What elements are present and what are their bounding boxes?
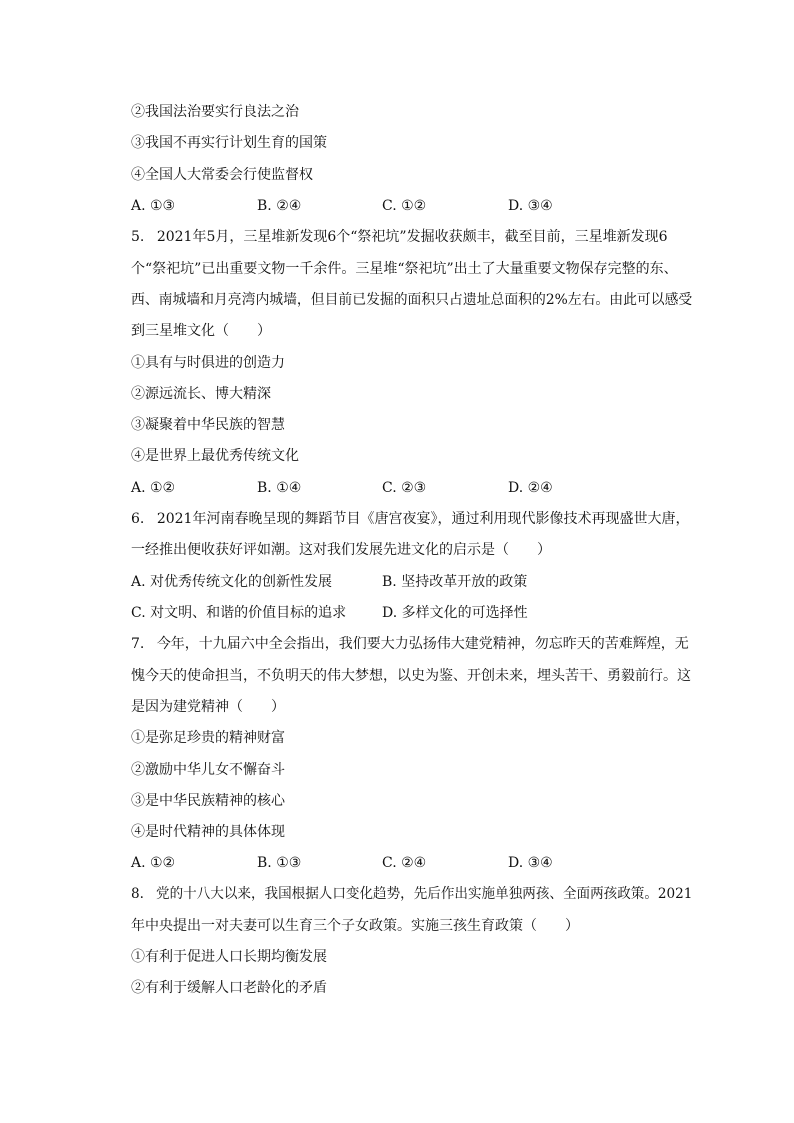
q6-number: 6. [131, 511, 145, 527]
q6-option-d: D. 多样文化的可选择性 [382, 605, 528, 621]
q5-option-b: B. ①④ [257, 480, 302, 496]
q5-option-d: D. ②④ [508, 480, 553, 496]
q5-line-1: 5. 2021年5月，三星堆新发现6个“祭祀坑”发掘收获颇丰，截至目前，三星堆新发现6 [131, 229, 668, 245]
q5-option-a: A. ①② [131, 480, 176, 496]
q7-option-c: C. ②④ [382, 855, 427, 871]
q4-option-a: A. ①③ [131, 198, 176, 214]
q4-option-b: B. ②④ [257, 198, 302, 214]
q7-line-2: 愧今天的使命担当，不负明天的伟大梦想，以史为鉴、开创未来，埋头苦干、勇毅前行。这 [131, 668, 691, 684]
q7-item-2: ②激励中华儿女不懈奋斗 [131, 762, 285, 778]
q7-option-a: A. ①② [131, 855, 176, 871]
q6-option-c: C. 对文明、和谐的价值目标的追求 [131, 605, 347, 621]
q7-option-b: B. ①③ [257, 855, 302, 871]
q8-line-1: 8. 党的十八大以来，我国根据人口变化趋势，先后作出实施单独两孩、全面两孩政策。2021 [131, 886, 693, 902]
q5-number: 5. [131, 229, 145, 245]
q5-option-c: C. ②③ [382, 480, 427, 496]
q7-number: 7. [131, 636, 145, 652]
q8-item-1: ①有利于促进人口长期均衡发展 [131, 949, 327, 965]
q5-line-4: 到三星堆文化（ ） [131, 323, 271, 339]
q7-item-4: ④是时代精神的具体体现 [131, 824, 285, 840]
q5-item-3: ③凝聚着中华民族的智慧 [131, 417, 285, 433]
q7-line-3: 是因为建党精神（ ） [131, 699, 285, 715]
q4-item-3: ③我国不再实行计划生育的国策 [131, 135, 327, 151]
q6-option-b: B. 坚持改革开放的政策 [382, 574, 528, 590]
q4-option-c: C. ①② [382, 198, 427, 214]
q5-line-2: 个“祭祀坑”已出重要文物一千余件。三星堆“祭祀坑”出土了大量重要文物保存完整的东、 [131, 261, 678, 277]
q7-line-1: 7. 今年，十九届六中全会指出，我们要大力弘扬伟大建党精神，勿忘昨天的苦难辉煌，无 [131, 636, 689, 652]
q8-item-2: ②有利于缓解人口老龄化的矛盾 [131, 980, 327, 996]
q6-line-2: 一经推出便收获好评如潮。这对我们发展先进文化的启示是（ ） [131, 542, 551, 558]
q7-item-1: ①是弥足珍贵的精神财富 [131, 730, 285, 746]
q6-line-1: 6. 2021年河南春晚呈现的舞蹈节目《唐宫夜宴》，通过利用现代影像技术再现盛世大唐， [131, 511, 690, 527]
q5-line-3: 西、南城墙和月亮湾内城墙，但目前已发掘的面积只占遗址总面积的2%左右。由此可以感受 [131, 292, 693, 308]
q4-item-2: ②我国法治要实行良法之治 [131, 104, 299, 120]
q4-option-d: D. ③④ [508, 198, 553, 214]
q8-line-2: 年中央提出一对夫妻可以生育三个子女政策。实施三孩生育政策（ ） [131, 918, 579, 934]
q7-item-3: ③是中华民族精神的核心 [131, 793, 285, 809]
q5-item-2: ②源远流长、博大精深 [131, 386, 271, 402]
q8-number: 8. [131, 886, 144, 902]
q7-option-d: D. ③④ [508, 855, 553, 871]
q6-option-a: A. 对优秀传统文化的创新性发展 [131, 574, 333, 590]
q5-item-4: ④是世界上最优秀传统文化 [131, 448, 299, 464]
q5-item-1: ①具有与时俱进的创造力 [131, 355, 285, 371]
q4-item-4: ④全国人大常委会行使监督权 [131, 167, 313, 183]
